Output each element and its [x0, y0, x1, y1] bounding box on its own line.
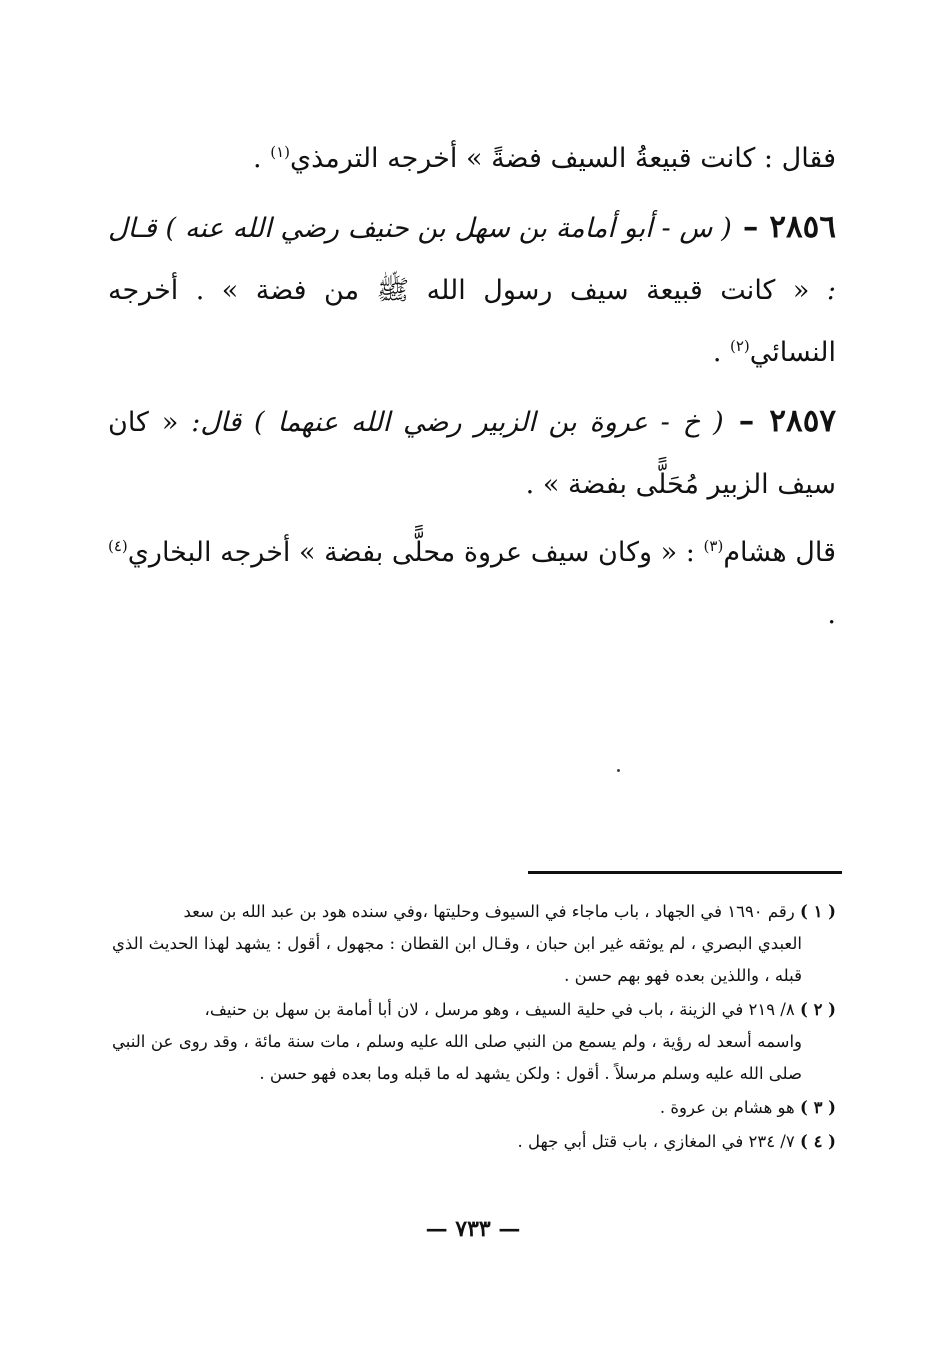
hisham-statement — [108, 522, 836, 646]
footnote-marker-3: ( ٣ ) — [800, 1098, 836, 1117]
footnote-1 — [112, 896, 836, 992]
paragraph-intro — [108, 128, 836, 190]
footnote-ref-3[interactable]: (٣) — [703, 537, 724, 555]
footnote-1-line: رقم ١٦٩٠ في الجهاد ، باب ماجاء في السيوف وحليتها ،وفي سنده هود بن عبد الله بن سعد — [183, 902, 800, 921]
hisham-prefix: قال هشام — [723, 537, 836, 568]
hadith-text-2856: « كانت قبيعة سيف رسول الله ﷺ من فضة » . أخرجه النسائي — [108, 275, 836, 368]
footnote-1-continuation: العبدي البصري ، لم يوثقه غير ابن حبان ، وقـال ابن القطان : مجهول ، أقول : يشهد لهذا الحديث الذي قبله ، واللذين بعده فهو بهم حسن . — [112, 934, 802, 985]
hadith-text-2857: « كان سيف الزبير مُحَلًّى بفضة » . — [108, 407, 836, 500]
hisham-end: . — [827, 599, 836, 630]
hadith-2856 — [108, 196, 836, 384]
footnote-2-line: ٨/ ٢١٩ في الزينة ، باب في حلية السيف ، وهو مرسل ، لان أبا أمامة بن سهل بن حنيف، — [204, 1000, 800, 1019]
footnotes — [112, 896, 836, 1160]
footnote-3 — [112, 1092, 836, 1124]
footnote-3-line: هو هشام بن عروة . — [659, 1098, 800, 1117]
footnote-marker-1: ( ١ ) — [800, 902, 836, 921]
intro-text: فقال : كانت قبيعةُ السيف فضةً » أخرجه الترمذي — [290, 143, 836, 174]
footnote-ref-4[interactable]: (٤) — [108, 537, 128, 555]
hadith-2857 — [108, 390, 836, 516]
hadith-number-2856: ٢٨٥٦ – — [731, 209, 836, 245]
footnote-separator — [528, 871, 842, 874]
hadith-number-2857: ٢٨٥٧ – — [723, 403, 836, 439]
hisham-text: : « وكان سيف عروة محلًّى بفضة » أخرجه البخاري — [127, 537, 704, 568]
footnote-4-line: ٧/ ٢٣٤ في المغازي ، باب قتل أبي جهل . — [517, 1132, 800, 1151]
footnote-ref-1[interactable]: (١) — [270, 143, 290, 161]
footnote-ref-2[interactable]: (٢) — [730, 337, 750, 355]
intro-end: . — [253, 143, 271, 174]
hadith-end-2856: . — [712, 337, 730, 368]
footnote-2 — [112, 994, 836, 1090]
footnote-4 — [112, 1126, 836, 1158]
page-number: — ٧٣٣ — — [425, 1216, 521, 1242]
speck-mark — [617, 769, 620, 772]
hadith-source-2856: ( س - أبو أمامة بن سهل بن حنيف رضي الله عنه ) قـال : — [108, 213, 836, 306]
hadith-source-2857: ( خ - عروة بن الزبير رضي الله عنهما ) قال: — [178, 407, 724, 438]
main-text — [108, 128, 836, 652]
footnote-2-continuation: واسمه أسعد له رؤية ، ولم يسمع من النبي صلى الله عليه وسلم ، مات سنة مائة ، وقد روى عن النبي صلى الله عليه وسلم مرسلاً . أقول : ولكن يشهد له ما قبله وما بعده فهو حسن . — [112, 1032, 802, 1083]
footnote-marker-4: ( ٤ ) — [800, 1132, 836, 1151]
footnote-marker-2: ( ٢ ) — [800, 1000, 836, 1019]
